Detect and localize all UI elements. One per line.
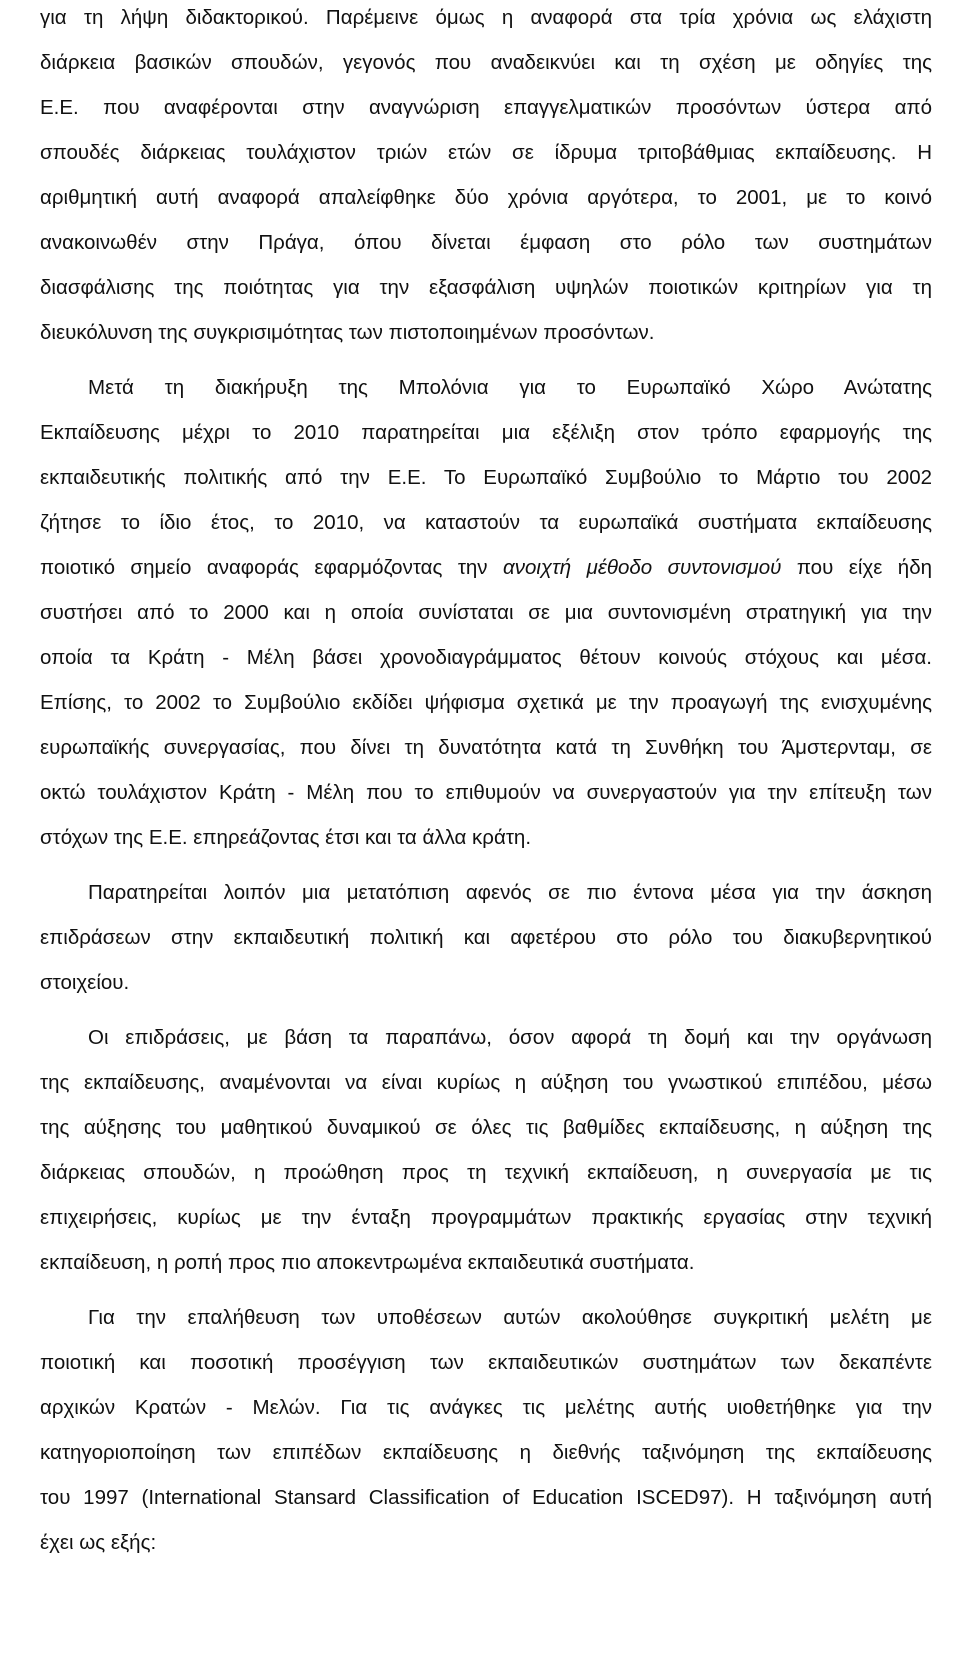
- text-line: αρχικών Κρατών - Μελών. Για τις ανάγκες τις μελέτης αυτής υιοθετήθηκε για την: [40, 1396, 932, 1419]
- text-line: της αύξησης του μαθητικού δυναμικού σε όλες τις βαθμίδες εκπαίδευσης, η αύξηση της: [40, 1116, 932, 1139]
- text-line: Εκπαίδευσης μέχρι το 2010 παρατηρείται μια εξέλιξη στον τρόπο εφαρμογής της: [40, 421, 932, 444]
- text-line: Μετά τη διακήρυξη της Μπολόνια για το Ευρωπαϊκό Χώρο Ανώτατης: [88, 376, 932, 399]
- text-line: Για την επαλήθευση των υποθέσεων αυτών ακολούθησε συγκριτική μελέτη με: [88, 1306, 932, 1329]
- text-line: ευρωπαϊκής συνεργασίας, που δίνει τη δυνατότητα κατά τη Συνθήκη του Άμστερνταμ, σε: [40, 736, 932, 759]
- text-line: επιχειρήσεις, κυρίως με την ένταξη προγραμμάτων πρακτικής εργασίας στην τεχνική: [40, 1206, 932, 1229]
- text-line: αριθμητική αυτή αναφορά απαλείφθηκε δύο χρόνια αργότερα, το 2001, με το κοινό: [40, 186, 932, 209]
- text-segment: ποιοτικό σημείο αναφοράς εφαρμόζοντας την: [40, 556, 504, 579]
- text-line: οποία τα Κράτη - Μέλη βάσει χρονοδιαγράμματος θέτουν κοινούς στόχους και μέσα.: [40, 646, 932, 669]
- text-line: διευκόλυνση της συγκρισιμότητας των πιστοποιημένων προσόντων.: [40, 321, 655, 344]
- text-line: διάρκειας σπουδών, η προώθηση προς τη τεχνική εκπαίδευση, η συνεργασία με τις: [40, 1161, 932, 1184]
- text-line: συστήσει από το 2000 και η οποία συνίσταται σε μια συντονισμένη στρατηγική για την: [40, 601, 932, 624]
- text-line: του 1997 (International Stansard Classification of Education ISCED97). Η ταξινόμηση αυτή: [40, 1486, 932, 1509]
- text-line: για τη λήψη διδακτορικού. Παρέμεινε όμως η αναφορά στα τρία χρόνια ως ελάχιστη: [40, 6, 932, 29]
- text-line: Επίσης, το 2002 το Συμβούλιο εκδίδει ψήφισμα σχετικά με την προαγωγή της ενισχυμένης: [40, 691, 932, 714]
- text-line: [40, 553, 932, 583]
- text-line: στοιχείου.: [40, 971, 130, 994]
- text-line: ανακοινωθέν στην Πράγα, όπου δίνεται έμφαση στο ρόλο των συστημάτων: [40, 231, 932, 254]
- text-line: Οι επιδράσεις, με βάση τα παραπάνω, όσον αφορά τη δομή και την οργάνωση: [88, 1026, 932, 1049]
- text-line: κατηγοριοποίηση των επιπέδων εκπαίδευσης η διεθνής ταξινόμηση της εκπαίδευσης: [40, 1441, 932, 1464]
- text-line: διασφάλισης της ποιότητας για την εξασφάλιση υψηλών ποιοτικών κριτηρίων για τη: [40, 276, 932, 299]
- text-line: εκπαιδευτικής πολιτικής από την Ε.Ε. Το Ευρωπαϊκό Συμβούλιο το Μάρτιο του 2002: [40, 466, 932, 489]
- text-segment: που είχε ήδη: [781, 556, 933, 579]
- text-line: Παρατηρείται λοιπόν μια μετατόπιση αφενός σε πιο έντονα μέσα για την άσκηση: [88, 881, 932, 904]
- emphasized-term: ανοιχτή μέθοδο συντονισμού: [503, 556, 782, 579]
- text-line: Ε.Ε. που αναφέρονται στην αναγνώριση επαγγελματικών προσόντων ύστερα από: [40, 96, 932, 119]
- text-line: έχει ως εξής:: [40, 1531, 157, 1554]
- text-line: εκπαίδευση, η ροπή προς πιο αποκεντρωμένα εκπαιδευτικά συστήματα.: [40, 1251, 695, 1274]
- text-line: ποιοτική και ποσοτική προσέγγιση των εκπαιδευτικών συστημάτων των δεκαπέντε: [40, 1351, 932, 1374]
- text-line: διάρκεια βασικών σπουδών, γεγονός που αναδεικνύει και τη σχέση με οδηγίες της: [40, 51, 932, 74]
- text-line: οκτώ τουλάχιστον Κράτη - Μέλη που το επιθυμούν να συνεργαστούν για την επίτευξη των: [40, 781, 932, 804]
- text-line: στόχων της Ε.Ε. επηρεάζοντας έτσι και τα άλλα κράτη.: [40, 826, 532, 849]
- text-line: σπουδές διάρκειας τουλάχιστον τριών ετών σε ίδρυμα τριτοβάθμιας εκπαίδευσης. Η: [40, 141, 932, 164]
- text-line: ζήτησε το ίδιο έτος, το 2010, να καταστούν τα ευρωπαϊκά συστήματα εκπαίδευσης: [40, 511, 932, 534]
- text-line: επιδράσεων στην εκπαιδευτική πολιτική και αφετέρου στο ρόλο του διακυβερνητικού: [40, 926, 932, 949]
- text-line: της εκπαίδευσης, αναμένονται να είναι κυρίως η αύξηση του γνωστικού επιπέδου, μέσω: [40, 1071, 932, 1094]
